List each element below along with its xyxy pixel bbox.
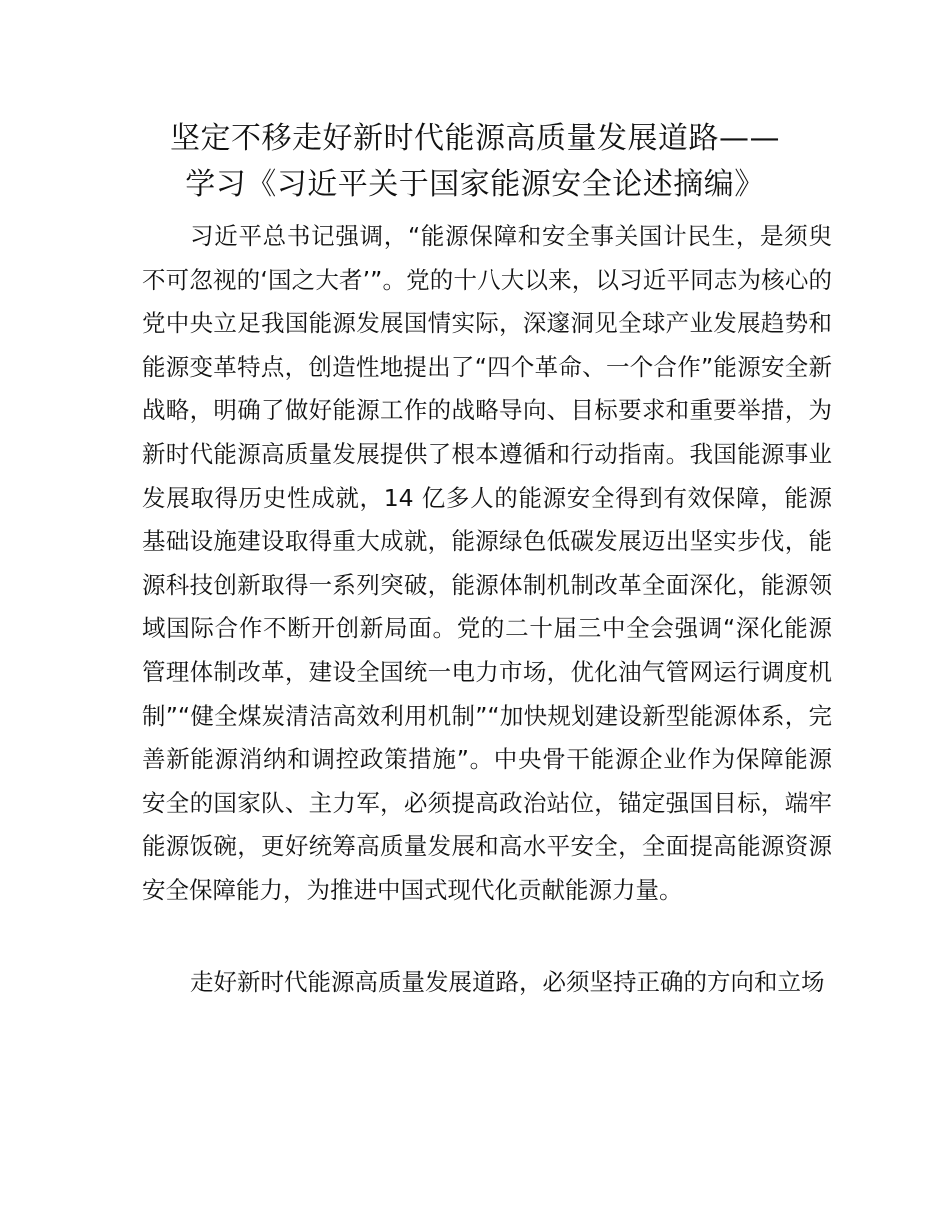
document-title: [120, 116, 830, 208]
body-paragraph-1: 习近平总书记强调，“能源保障和安全事关国计民生，是须臾不可忽视的‘国之大者’”。党的十八大以来，以习近平同志为核心的党中央立足我国能源发展国情实际，深邃洞见全球产业发展趋势和能源变革特点，创造性地提出了“四个革命、一个合作”能源安全新战略，明确了做好能源工作的战略导向、目标要求和重要举措，为新时代能源高质量发展提供了根本遵循和行动指南。我国能源事业发展取得历史性成就，14 亿多人的能源安全得到有效保障，能源基础设施建设取得重大成就，能源绿色低碳发展迈出坚实步伐，能源科技创新取得一系列突破，能源体制机制改革全面深化，能源领域国际合作不断开创新局面。党的二十届三中全会强调“深化能源管理体制改革，建设全国统一电力市场，优化油气管网运行调度机制”“健全煤炭清洁高效利用机制”“加快规划建设新型能源体系，完善新能源消纳和调控政策措施”。中央骨干能源企业作为保障能源安全的国家队、主力军，必须提高政治站位，锚定强国目标，端牢能源饭碗，更好统筹高质量发展和高水平安全，全面提高能源资源安全保障能力，为推进中国式现代化贡献能源力量。: [142, 222, 832, 904]
title-line-2: 学习《习近平关于国家能源安全论述摘编》: [185, 167, 765, 202]
title-line-1: 坚定不移走好新时代能源高质量发展道路——: [170, 121, 780, 156]
body-paragraph-2: 走好新时代能源高质量发展道路，必须坚持正确的方向和立场: [190, 968, 825, 996]
